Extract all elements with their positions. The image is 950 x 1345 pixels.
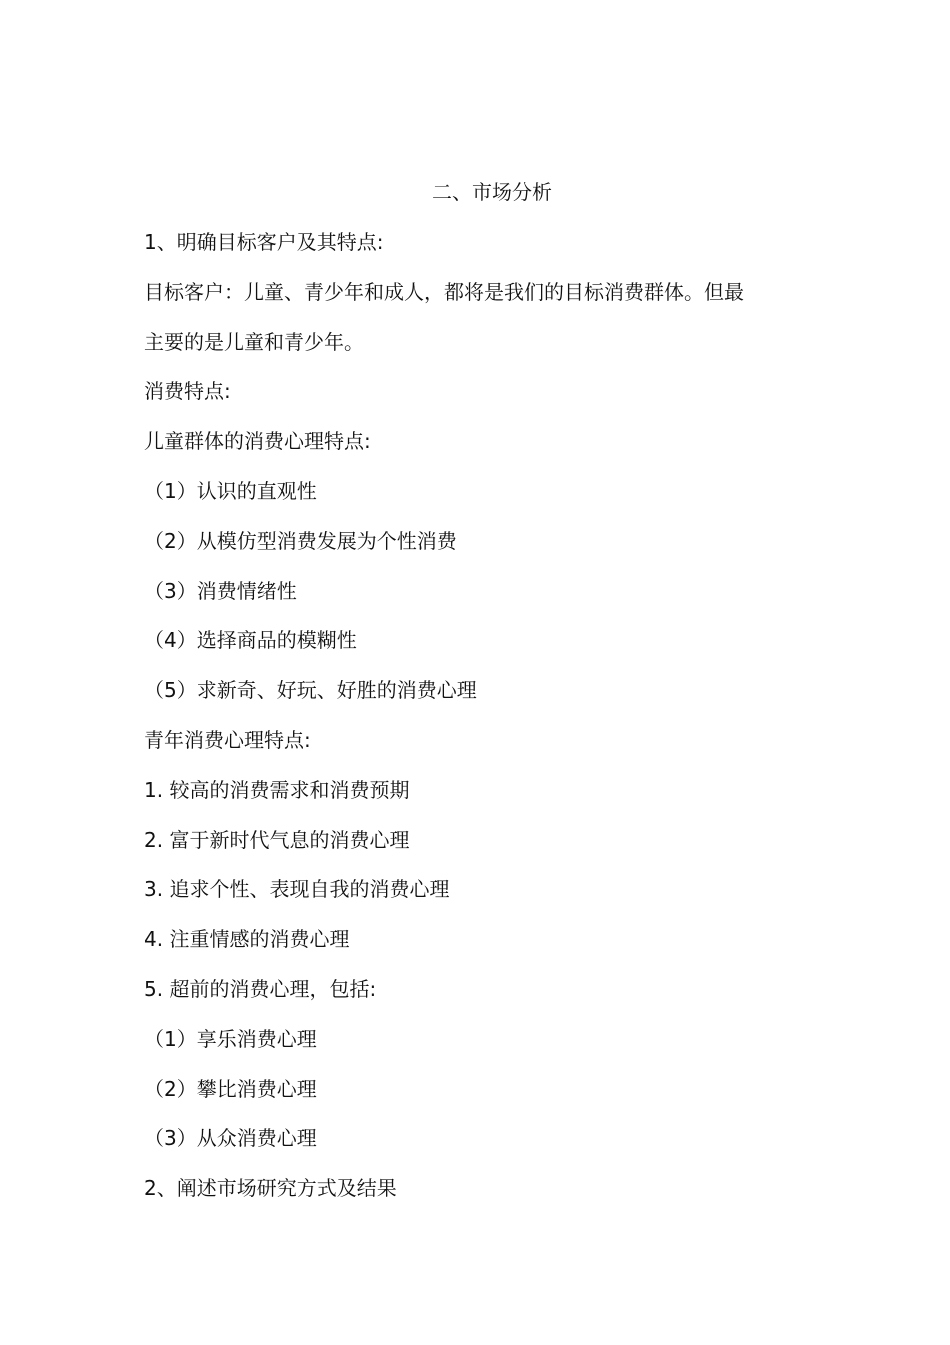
list-item: （2）攀比消费心理 <box>144 1076 317 1101</box>
heading-market-research: 2、阐述市场研究方式及结果 <box>144 1176 397 1201</box>
list-item: （1）认识的直观性 <box>144 478 317 503</box>
subheading-youth-psychology: 青年消费心理特点: <box>144 727 311 752</box>
list-item: （5）求新奇、好玩、好胜的消费心理 <box>144 678 477 703</box>
section-title: 二、市场分析 <box>432 180 552 204</box>
list-item: （1）享乐消费心理 <box>144 1026 317 1051</box>
list-item: （4）选择商品的模糊性 <box>144 628 357 653</box>
paragraph-line: 主要的是儿童和青少年。 <box>144 329 364 354</box>
list-item: （3）消费情绪性 <box>144 578 297 603</box>
list-item: 4. 注重情感的消费心理 <box>144 927 350 952</box>
subheading-consumption-traits: 消费特点: <box>144 379 231 404</box>
subheading-children-psychology: 儿童群体的消费心理特点: <box>144 429 371 454</box>
list-item: （3）从众消费心理 <box>144 1126 317 1151</box>
list-item: 5. 超前的消费心理，包括: <box>144 976 377 1001</box>
heading-target-customers: 1、明确目标客户及其特点: <box>144 230 384 254</box>
list-item: 3. 追求个性、表现自我的消费心理 <box>144 877 450 902</box>
list-item: 2. 富于新时代气息的消费心理 <box>144 827 410 852</box>
list-item: （2）从模仿型消费发展为个性消费 <box>144 528 457 553</box>
paragraph-line: 目标客户：儿童、青少年和成人，都将是我们的目标消费群体。但最 <box>144 279 744 304</box>
list-item: 1. 较高的消费需求和消费预期 <box>144 777 410 802</box>
document-body <box>144 228 784 1224</box>
